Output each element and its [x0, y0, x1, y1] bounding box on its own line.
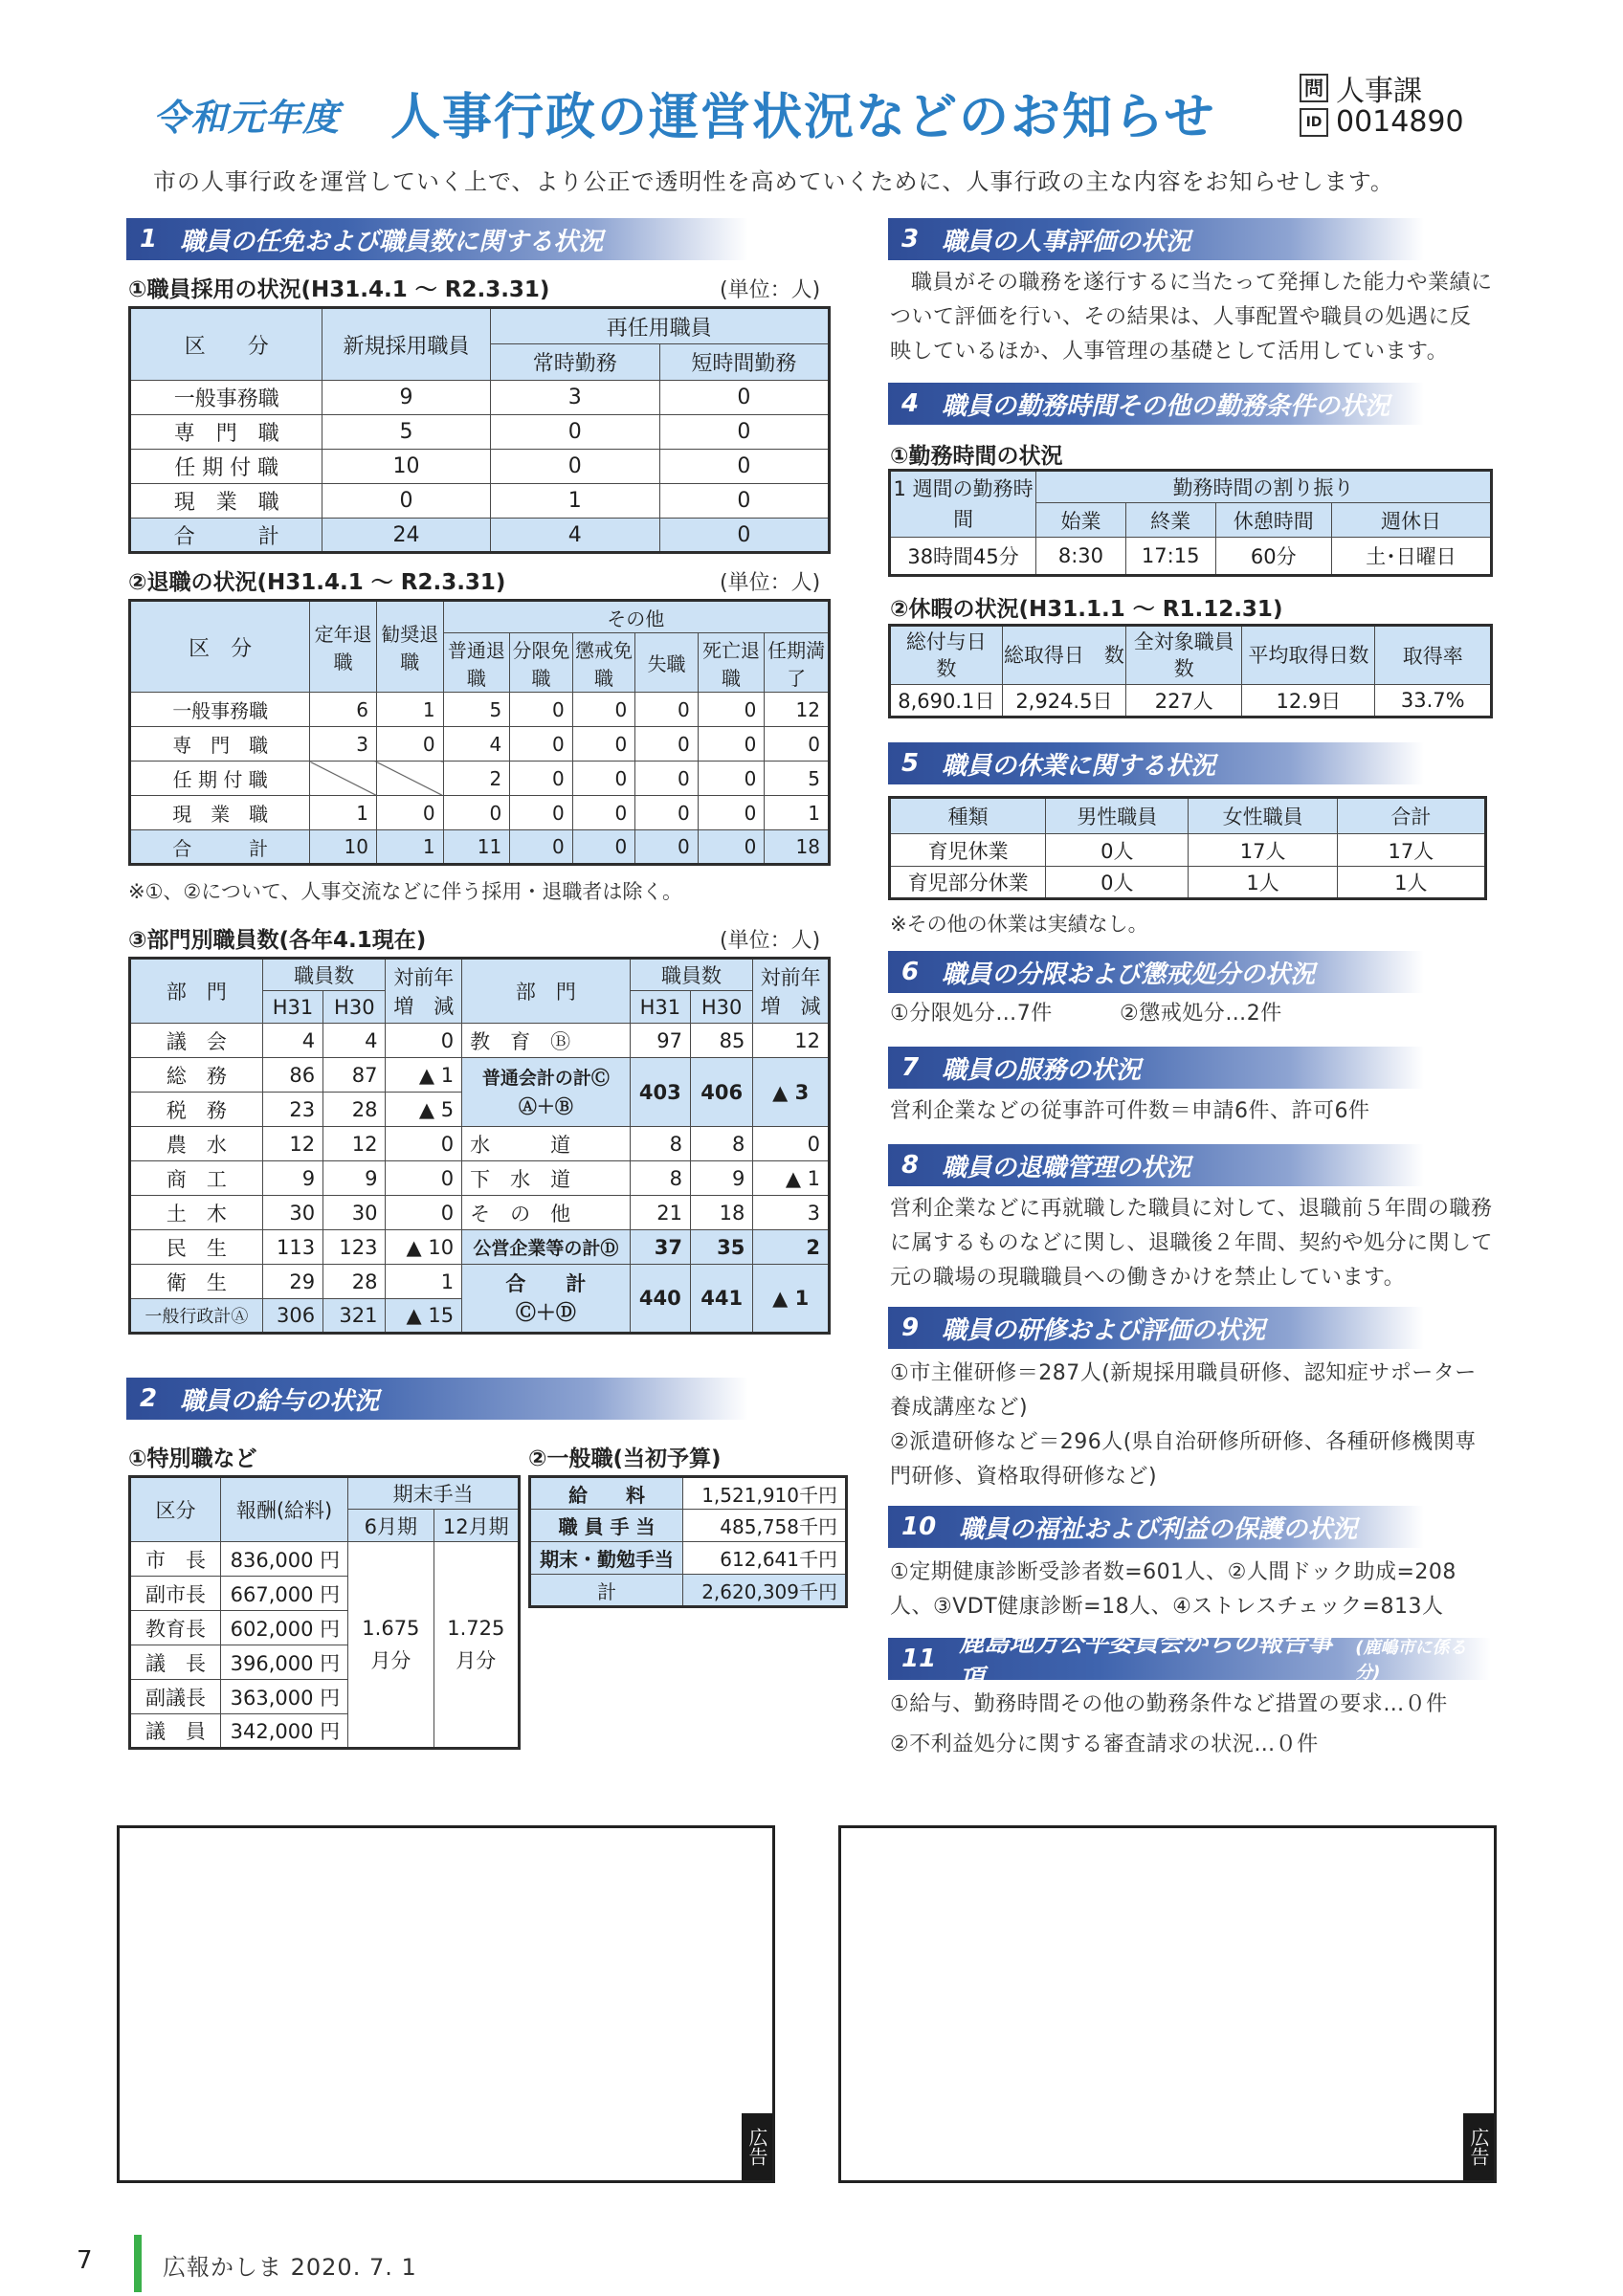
id-icon: ID	[1300, 108, 1328, 137]
table-row: 育児部分休業 0人 1人 1人	[890, 867, 1486, 899]
hiring-table	[128, 306, 831, 554]
table-row: 8,690.1日 2,924.5日 227人 12.9日 33.7%	[890, 685, 1492, 718]
table-row: 商 工 9 9 0 下 水 道 8 9 ▲ 1	[130, 1161, 830, 1196]
table-row: 教育長 602,000 円	[130, 1611, 520, 1645]
section-4-header: 4 職員の勤務時間その他の勤務条件の状況	[888, 383, 1424, 425]
work-hours-title: ①勤務時間の状況	[890, 444, 1063, 469]
leave-note: ※その他の休業は実績なし。	[890, 913, 1148, 936]
table-row: 民 生 113 123 ▲ 10 公営企業等の計Ⓓ 37 35 2	[130, 1230, 830, 1265]
intro-text: 市の人事行政を運営していく上で、より公正で透明性を高めていくために、人事行政の主な内容をお知らせします。	[153, 168, 1394, 195]
h-full: 常時勤務	[490, 344, 659, 381]
retirement-note: ※①、②について、人事交流などに伴う採用・退職者は除く。	[128, 880, 682, 903]
table-2-title: ②退職の状況(H31.4.1 ～ R2.3.31)	[128, 570, 506, 595]
table-row: 一般事務職 6 1 5 0 0 0 0 12	[130, 693, 830, 727]
na-cell	[310, 762, 377, 796]
inquiry-icon: 問	[1300, 74, 1328, 102]
staff-by-dept-table: 部 門 職員数 対前年増 減 部 門 職員数 対前年増 減 H31 H30 H31 H30 議 会 4 4 0 教 育 Ⓑ 97 85 12 総 務 86 87 ▲ 1 普通会計の計Ⓒ Ⓐ＋Ⓑ 403 406 ▲ 3 税 務 23 28 ▲ 5 農 水 12 12 0 水 道 8 8 0 商 工 9 9 0 下 水 道 8 9 ▲ 1 土 木 30 30 0 そ の 他 21 18 3 民 生 113 123 ▲ 10 公営企業等の計Ⓓ 37 35 2 衛 生 29 28 1 合 計 Ⓒ＋Ⓓ 440 441 ▲ 1 一般行政計Ⓐ 306 321 ▲ 15	[128, 957, 831, 1335]
special-staff-table: 区分 報酬(給料) 期末手当 6月期 12月期 市 長 836,000 円 1.675 月分 1.725 月分 副市長 667,000 円 教育長 602,000 円 議 長 396,000 円 副議長 363,000 円 議 員 342,000 円	[128, 1475, 521, 1750]
table-row: 育児休業 0人 17人 17人	[890, 834, 1486, 867]
section-1-header: 1 職員の任免および職員数に関する状況	[126, 218, 748, 260]
section-9-a: ①市主催研修＝287人(新規採用職員研修、認知症サポーター養成講座など)	[890, 1361, 1477, 1420]
leave-title: ②休暇の状況(H31.1.1 ～ R1.12.31)	[890, 597, 1283, 622]
inquiry-department: 人事課	[1336, 75, 1422, 108]
table-row: 任 期 付 職 10 0 0	[130, 450, 830, 484]
table-row: 議 会 4 4 0 教 育 Ⓑ 97 85 12	[130, 1024, 830, 1058]
table-row: 現 業 職 1 0 0 0 0 0 0 1	[130, 796, 830, 830]
advertisement-box-right[interactable]	[838, 1825, 1497, 2183]
page-id: 0014890	[1336, 105, 1464, 139]
special-staff-title: ①特別職など	[128, 1446, 257, 1471]
table-row: 市 長 836,000 円 1.675 月分 1.725 月分	[130, 1542, 520, 1577]
section-8-header: 8 職員の退職管理の状況	[888, 1144, 1424, 1186]
table-row: 議 長 396,000 円	[130, 1645, 520, 1680]
section-10-text: ①定期健康診断受診者数=601人、②人間ドック助成=208人、③VDT健康診断=18人、④ストレスチェック=813人	[890, 1560, 1456, 1619]
section-9-b: ②派遣研修など＝296人(県自治研修所研修、各種研修機関専門研修、資格取得研修など)	[890, 1430, 1477, 1489]
section-7-text: 営利企業などの従事許可件数＝申請6件、許可6件	[890, 1099, 1370, 1123]
h-re: 再任用職員	[490, 308, 829, 344]
total-row: 合 計 10 1 11 0 0 0 0 18	[130, 830, 830, 865]
work-hours-table: 1 週間の勤務時間 勤務時間の割り振り 始業 終業 休憩時間 週休日 38時間45分 8:30 17:15 60分 土･日曜日	[888, 469, 1493, 577]
table-row: 現 業 職 0 1 0	[130, 484, 830, 519]
table-row: 議 員 342,000 円	[130, 1714, 520, 1749]
table-row: 任 期 付 職 2 0 0 0 0 5	[130, 762, 830, 796]
section-6-header: 6 職員の分限および懲戒処分の状況	[888, 951, 1424, 993]
section-3-text: 職員がその職務を遂行するに当たって発揮した能力や業績について評価を行い、その結果は、人事配置や職員の処遇に反映しているほか、人事管理の基礎として活用しています。	[890, 271, 1493, 364]
publication-name: 広報かしま 2020. 7. 1	[163, 2254, 417, 2281]
section-6-b: ②懲戒処分…2件	[1120, 1002, 1282, 1026]
inquiry-line	[1300, 67, 1422, 109]
section-3-header: 3 職員の人事評価の状況	[888, 218, 1424, 260]
table-2-unit: (単位：人)	[720, 571, 821, 595]
section-6-a: ①分限処分…7件	[890, 1002, 1053, 1026]
general-staff-title: ②一般職(当初予算)	[528, 1446, 722, 1471]
section-10-header: 10 職員の福祉および利益の保護の状況	[888, 1506, 1424, 1548]
header-year: 令和元年度	[153, 97, 341, 139]
section-9-header: 9 職員の研修および評価の状況	[888, 1307, 1424, 1349]
section-2-header: 2 職員の給与の状況	[126, 1378, 748, 1420]
na-cell	[376, 762, 443, 796]
section-11-b: ②不利益処分に関する審査請求の状況…０件	[890, 1733, 1319, 1756]
total-row: 計 2,620,309千円	[530, 1575, 847, 1607]
page-title: 人事行政の運営状況などのお知らせ	[390, 89, 1216, 146]
section-5-header: 5 職員の休業に関する状況	[888, 742, 1424, 784]
footer-accent-bar	[134, 2235, 142, 2292]
section-11-a: ①給与、勤務時間その他の勤務条件など措置の要求…０件	[890, 1692, 1448, 1716]
table-row: 総 務 86 87 ▲ 1 普通会計の計Ⓒ Ⓐ＋Ⓑ 403 406 ▲ 3	[130, 1058, 830, 1093]
table-row: 給 料 1,521,910千円	[530, 1477, 847, 1510]
table-row: 38時間45分 8:30 17:15 60分 土･日曜日	[890, 538, 1492, 576]
table-row: 農 水 12 12 0 水 道 8 8 0	[130, 1127, 830, 1161]
total-row: 一般行政計Ⓐ 306 321 ▲ 15	[130, 1299, 830, 1334]
h-new: 新規採用職員	[322, 308, 490, 381]
table-row: 衛 生 29 28 1 合 計 Ⓒ＋Ⓓ 440 441 ▲ 1	[130, 1265, 830, 1299]
table-1-unit: (単位：人)	[720, 278, 821, 302]
section-7-header: 7 職員の服務の状況	[888, 1047, 1424, 1089]
section-8-text: 営利企業などに再就職した職員に対して、退職前５年間の職務に属するものなどに関し、退職後２年間、契約や処分に関して元の職場の現職職員への働きかけを禁止しています。	[890, 1197, 1494, 1290]
table-3-unit: (単位：人)	[720, 929, 821, 953]
table-row: 一般事務職 9 3 0	[130, 381, 830, 415]
advertisement-box-left[interactable]	[117, 1825, 775, 2183]
total-row: 合 計 24 4 0	[130, 519, 830, 553]
table-row: 副議長 363,000 円	[130, 1680, 520, 1714]
general-staff-table	[528, 1475, 848, 1608]
leave-table: 総付与日 数 総取得日 数 全対象職員数 平均取得日数 取得率 8,690.1日 2,924.5日 227人 12.9日 33.7%	[888, 624, 1493, 718]
h-short: 短時間勤務	[659, 344, 829, 381]
id-line	[1300, 105, 1464, 139]
table-row: 専 門 職 5 0 0	[130, 415, 830, 450]
retirement-table: 区 分 定年退職 勧奨退職 その他 普通退職 分限免職 懲戒免職 失職 死亡退職 任期満了 一般事務職 6 1 5 0 0 0 0 12 専 門 職 3 0 4 0 0 0 0 0 任 期 付 職 2 0 0 0 0 5 現 業 職 1 0 0 0 0 0 0 1 合 計 10 1 11 0 0 0 0 18	[128, 599, 831, 866]
table-1-title: ①職員採用の状況(H31.4.1 ～ R2.3.31)	[128, 277, 550, 302]
ad-label: 広告	[742, 2113, 772, 2180]
h-kubun: 区 分	[130, 308, 322, 381]
table-3-title: ③部門別職員数(各年4.1現在)	[128, 928, 427, 953]
table-row: 土 木 30 30 0 そ の 他 21 18 3	[130, 1196, 830, 1230]
section-11-header: 11 鹿島地方公平委員会からの報告事項 (鹿嶋市に係る分)	[888, 1638, 1491, 1680]
table-row: 職 員 手 当 485,758千円	[530, 1510, 847, 1542]
table-row: 副市長 667,000 円	[130, 1577, 520, 1611]
table-row: 専 門 職 3 0 4 0 0 0 0 0	[130, 727, 830, 762]
leave-of-absence-table: 種類 男性職員 女性職員 合計 育児休業 0人 17人 17人 育児部分休業 0人 1人 1人	[888, 796, 1487, 900]
table-row: 税 務 23 28 ▲ 5	[130, 1093, 830, 1127]
ad-label: 広告	[1463, 2113, 1494, 2180]
table-row: 期末・勤勉手当 612,641千円	[530, 1542, 847, 1575]
page-number: 7	[77, 2246, 93, 2275]
